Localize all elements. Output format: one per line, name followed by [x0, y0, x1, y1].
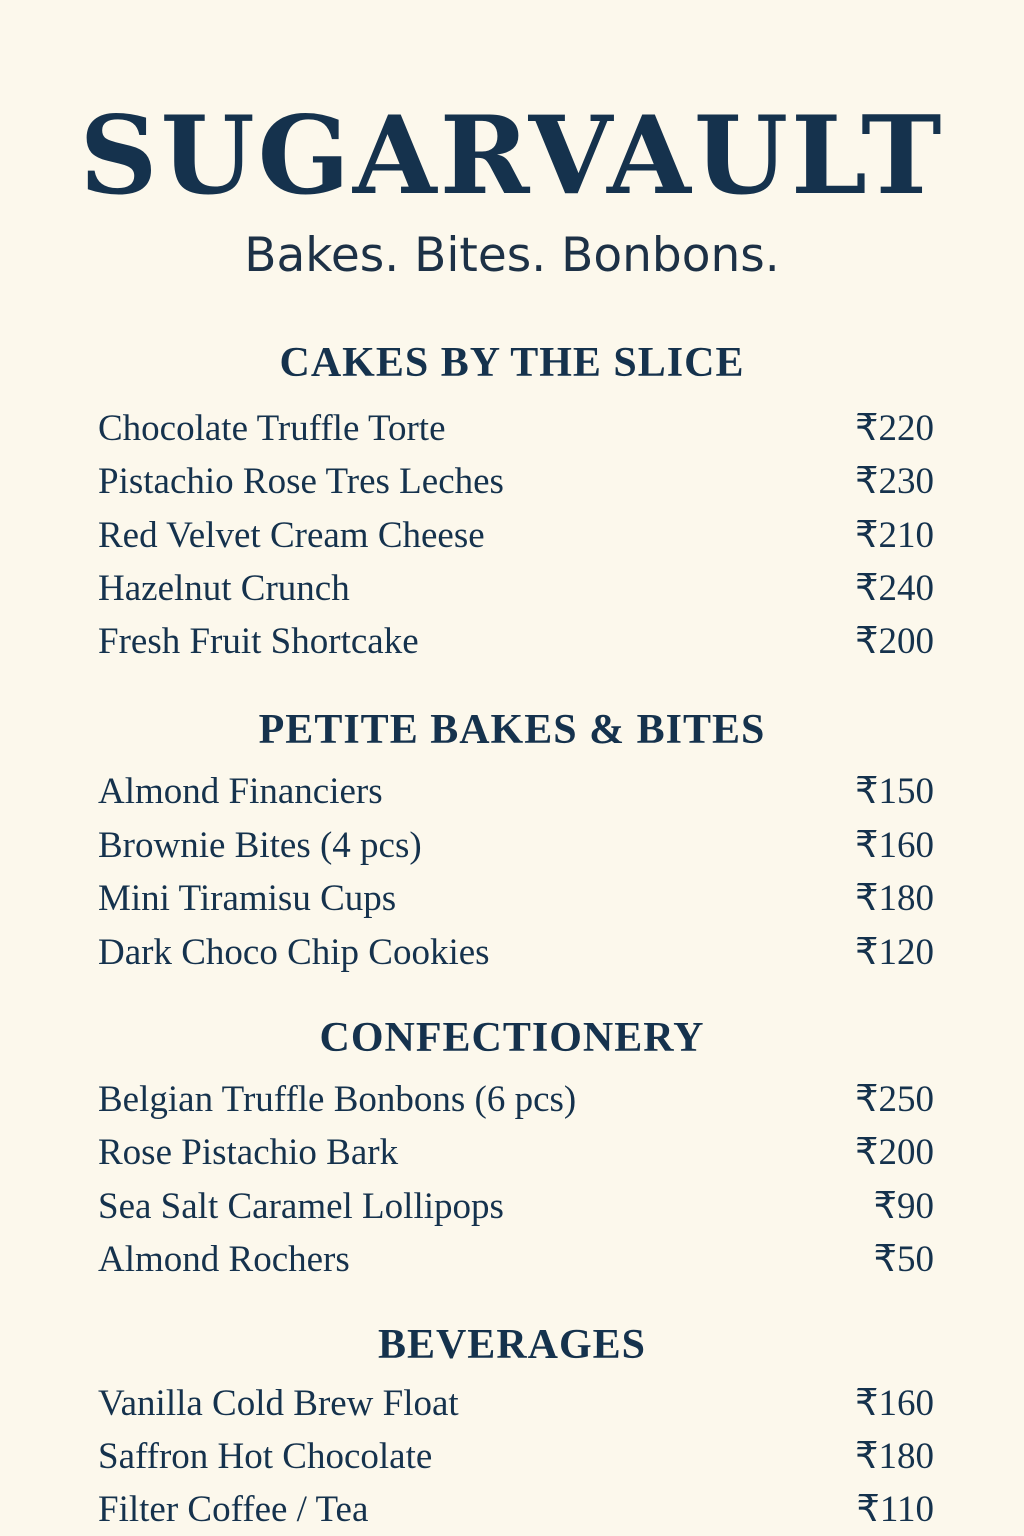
menu-tagline: Bakes. Bites. Bonbons.: [244, 228, 780, 283]
item-price: ₹120: [854, 932, 934, 973]
item-price: ₹230: [854, 461, 934, 502]
item-name: Red Velvet Cream Cheese: [98, 515, 485, 556]
menu-item: [98, 1381, 934, 1427]
menu-item: [98, 1434, 934, 1480]
item-price: ₹50: [873, 1239, 934, 1280]
section-title: CAKES BY THE SLICE: [279, 340, 745, 386]
menu-item: [98, 823, 934, 869]
menu-item: [98, 769, 934, 815]
item-name: Sea Salt Caramel Lollipops: [98, 1186, 504, 1227]
item-name: Rose Pistachio Bark: [98, 1132, 399, 1173]
item-price: ₹250: [854, 1079, 934, 1120]
item-name: Hazelnut Crunch: [98, 568, 350, 609]
item-name: Saffron Hot Chocolate: [98, 1436, 433, 1477]
menu-item: [98, 1130, 934, 1176]
item-price: ₹220: [854, 408, 934, 449]
item-price: ₹110: [856, 1489, 934, 1530]
item-name: Vanilla Cold Brew Float: [98, 1383, 459, 1424]
menu-item: [98, 1487, 934, 1533]
menu-item: [98, 619, 934, 665]
menu-item: [98, 459, 934, 505]
menu-item: [98, 930, 934, 976]
menu-item: [98, 406, 934, 452]
menu-item: [98, 513, 934, 559]
item-name: Filter Coffee / Tea: [98, 1489, 369, 1530]
item-price: ₹90: [873, 1186, 934, 1227]
item-name: Almond Rochers: [98, 1239, 350, 1280]
item-name: Belgian Truffle Bonbons (6 pcs): [98, 1079, 577, 1120]
item-price: ₹180: [854, 878, 934, 919]
item-name: Almond Financiers: [98, 771, 383, 812]
item-price: ₹150: [854, 771, 934, 812]
menu-item: [98, 566, 934, 612]
item-price: ₹160: [854, 1383, 934, 1424]
item-name: Fresh Fruit Shortcake: [98, 621, 419, 662]
item-price: ₹200: [854, 621, 934, 662]
section-title: BEVERAGES: [377, 1322, 647, 1368]
menu-item: [98, 1184, 934, 1230]
menu-item: [98, 876, 934, 922]
menu-title: SUGARVAULT: [79, 93, 945, 219]
item-price: ₹180: [854, 1436, 934, 1477]
item-price: ₹210: [854, 515, 934, 556]
item-name: Dark Choco Chip Cookies: [98, 932, 490, 973]
item-name: Chocolate Truffle Torte: [98, 408, 446, 449]
section-title: CONFECTIONERY: [319, 1015, 705, 1061]
menu-item: [98, 1077, 934, 1123]
item-name: Brownie Bites (4 pcs): [98, 825, 422, 866]
item-name: Pistachio Rose Tres Leches: [98, 461, 504, 502]
item-price: ₹200: [854, 1132, 934, 1173]
item-name: Mini Tiramisu Cups: [98, 878, 397, 919]
item-price: ₹240: [854, 568, 934, 609]
menu-item: [98, 1237, 934, 1283]
item-price: ₹160: [854, 825, 934, 866]
section-title: PETITE BAKES & BITES: [258, 707, 766, 753]
